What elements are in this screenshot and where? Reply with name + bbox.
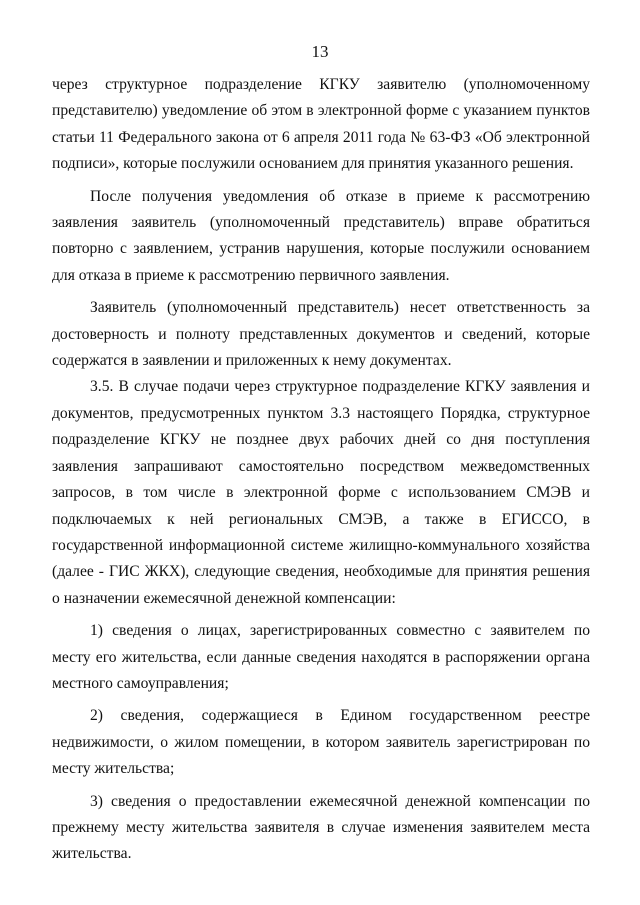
paragraph-repeat-application: После получения уведомления об отказе в приеме к рассмотрению заявления заявитель (уполномоченный представитель) вправе обратиться повторно с заявлением, устранив нарушения, которые послужили основанием для отказа в приеме к рассмотрению первичного заявления.: [52, 187, 590, 284]
document-body: [52, 72, 590, 868]
page-number: 13: [311, 42, 329, 61]
list-item-2: 2) сведения, содержащиеся в Едином государственном реестре недвижимости, о жилом помещении, в котором заявитель зарегистрирован по месту жительства;: [52, 707, 590, 778]
list-item-3: 3) сведения о предоставлении ежемесячной денежной компенсации по прежнему месту жительства заявителя в случае изменения заявителем места жительства.: [52, 792, 590, 863]
list-item-1: 1) сведения о лицах, зарегистрированных совместно с заявителем по месту его жительства, если данные сведения находятся в распоряжении органа местного самоуправления;: [52, 622, 590, 692]
paragraph-continuation: через структурное подразделение КГКУ заявителю (уполномоченному представителю) уведомление об этом в электронной форме с указанием пунктов статьи 11 Федерального закона от 6 апреля 2011 года № 63-ФЗ «Об электронной подписи», которые послужили основанием для принятия указанного решения.: [52, 76, 590, 173]
paragraph-clause-3-5: 3.5. В случае подачи через структурное подразделение КГКУ заявления и документов, предусмотренных пунктом 3.3 настоящего Порядка, структурное подразделение КГКУ не позднее двух рабочих дней со дня поступления заявления запрашивают самостоятельно посредством межведомственных запросов, в том числе в электронной форме с использованием СМЭВ и подключаемых к ней региональных СМЭВ, а также в ЕГИССО, в государственной информационной системе жилищно-коммунального хозяйства (далее - ГИС ЖКХ), следующие сведения, необходимые для принятия решения о назначении ежемесячной денежной компенсации:: [52, 378, 590, 607]
paragraph-applicant-responsibility: Заявитель (уполномоченный представитель) несет ответственность за достоверность и полноту представленных документов и сведений, которые содержатся в заявлении и приложенных к нему документах.: [52, 299, 590, 370]
